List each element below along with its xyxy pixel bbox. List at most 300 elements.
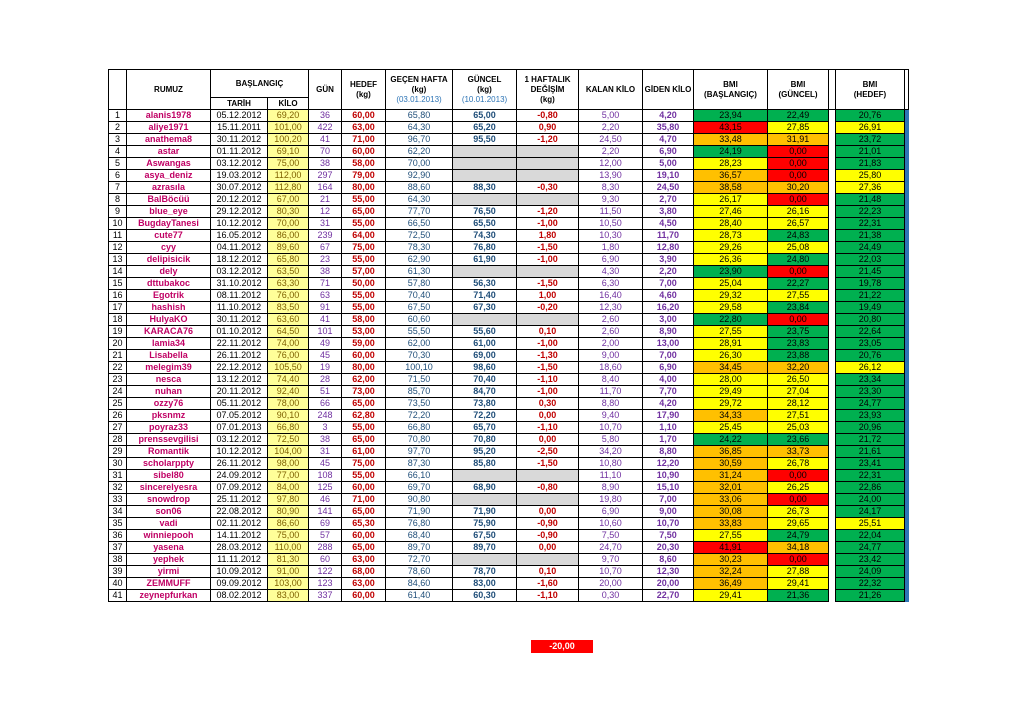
- weekly-change-cell: [517, 266, 579, 278]
- weekly-change-cell: [517, 470, 579, 482]
- bmi-start-cell: 31,24: [694, 470, 768, 482]
- current-weight-cell: 75,90: [453, 518, 517, 530]
- bmi-current-cell: 0,00: [768, 170, 829, 182]
- row-index: 37: [109, 542, 127, 554]
- bmi-current-cell: 27,51: [768, 410, 829, 422]
- bmi-target-cell: 20,76: [836, 110, 905, 122]
- gap-cell: [829, 434, 836, 446]
- row-index: 41: [109, 590, 127, 602]
- weekly-change-cell: -1,50: [517, 362, 579, 374]
- start-date-cell: 16.05.2012: [211, 230, 268, 242]
- current-weight-cell: 88,30: [453, 182, 517, 194]
- rumuz-cell: Aswangas: [127, 158, 211, 170]
- bmi-start-cell: 34,45: [694, 362, 768, 374]
- lost-weight-cell: 11,70: [643, 230, 694, 242]
- start-weight-cell: 91,00: [268, 566, 309, 578]
- header-degisim-title: 1 HAFTALIK DEĞİŞİM: [524, 74, 571, 94]
- days-cell: 12: [309, 206, 342, 218]
- header-guncel-date: (10.01.2013): [461, 94, 508, 104]
- table-row: [109, 386, 909, 398]
- gap-cell: [829, 314, 836, 326]
- bmi-target-cell: 21,45: [836, 266, 905, 278]
- remaining-weight-cell: 12,00: [579, 158, 643, 170]
- rumuz-cell: KARACA76: [127, 326, 211, 338]
- days-cell: 297: [309, 170, 342, 182]
- header-gecen-unit: (kg): [411, 84, 427, 94]
- blue-bar-cell: [905, 566, 909, 578]
- gap-cell: [829, 554, 836, 566]
- row-index: 19: [109, 326, 127, 338]
- start-weight-cell: 92,40: [268, 386, 309, 398]
- bmi-target-cell: 24,00: [836, 494, 905, 506]
- bmi-current-cell: 22,49: [768, 110, 829, 122]
- remaining-weight-cell: 5,00: [579, 110, 643, 122]
- header-bmi-hedef-title: BMI: [862, 79, 878, 89]
- lost-weight-cell: 12,80: [643, 242, 694, 254]
- row-index: 33: [109, 494, 127, 506]
- lost-weight-cell: 13,00: [643, 338, 694, 350]
- days-cell: 49: [309, 338, 342, 350]
- rumuz-cell: BalBöcüü: [127, 194, 211, 206]
- target-weight-cell: 57,00: [342, 266, 386, 278]
- days-cell: 67: [309, 242, 342, 254]
- rumuz-cell: delipisicik: [127, 254, 211, 266]
- bmi-start-cell: 27,55: [694, 326, 768, 338]
- last-week-cell: 97,70: [386, 446, 453, 458]
- days-cell: 422: [309, 122, 342, 134]
- bmi-start-cell: 29,58: [694, 302, 768, 314]
- bmi-target-cell: 24,09: [836, 566, 905, 578]
- last-week-cell: 71,50: [386, 374, 453, 386]
- days-cell: 3: [309, 422, 342, 434]
- row-index: 10: [109, 218, 127, 230]
- remaining-weight-cell: 8,30: [579, 182, 643, 194]
- gap-cell: [829, 218, 836, 230]
- gap-cell: [829, 386, 836, 398]
- target-weight-cell: 63,00: [342, 554, 386, 566]
- start-weight-cell: 63,50: [268, 266, 309, 278]
- bmi-target-cell: 26,91: [836, 122, 905, 134]
- bmi-target-cell: 23,93: [836, 410, 905, 422]
- start-weight-cell: 112,00: [268, 170, 309, 182]
- remaining-weight-cell: 8,90: [579, 482, 643, 494]
- rumuz-cell: BugdayTanesi: [127, 218, 211, 230]
- blue-bar-cell: [905, 110, 909, 122]
- header-index: [109, 70, 127, 110]
- target-weight-cell: 68,00: [342, 566, 386, 578]
- bmi-target-cell: 24,49: [836, 242, 905, 254]
- last-week-cell: 70,00: [386, 158, 453, 170]
- rumuz-cell: zeynepfurkan: [127, 590, 211, 602]
- start-weight-cell: 98,00: [268, 458, 309, 470]
- table-row: [109, 134, 909, 146]
- start-weight-cell: 103,00: [268, 578, 309, 590]
- bmi-target-cell: 22,23: [836, 206, 905, 218]
- current-weight-cell: 83,00: [453, 578, 517, 590]
- row-index: 18: [109, 314, 127, 326]
- lost-weight-cell: 4,60: [643, 290, 694, 302]
- table-row: [109, 470, 909, 482]
- remaining-weight-cell: 11,10: [579, 470, 643, 482]
- last-week-cell: 90,80: [386, 494, 453, 506]
- table-row: [109, 290, 909, 302]
- last-week-cell: 70,40: [386, 290, 453, 302]
- table-row: [109, 530, 909, 542]
- bmi-current-cell: 28,12: [768, 398, 829, 410]
- lost-weight-cell: 10,90: [643, 470, 694, 482]
- weekly-change-cell: -1,30: [517, 350, 579, 362]
- gap-cell: [829, 194, 836, 206]
- bmi-target-cell: 22,32: [836, 578, 905, 590]
- lost-weight-cell: 7,00: [643, 350, 694, 362]
- current-weight-cell: 95,20: [453, 446, 517, 458]
- remaining-weight-cell: 10,80: [579, 458, 643, 470]
- header-bmi-guncel: [768, 70, 829, 110]
- remaining-weight-cell: 10,70: [579, 422, 643, 434]
- table-row: [109, 494, 909, 506]
- weekly-change-cell: 0,90: [517, 122, 579, 134]
- weekly-change-cell: -1,20: [517, 206, 579, 218]
- target-weight-cell: 53,00: [342, 326, 386, 338]
- weekly-change-cell: -0,80: [517, 110, 579, 122]
- row-index: 15: [109, 278, 127, 290]
- table-row: [109, 590, 909, 602]
- table-row: [109, 362, 909, 374]
- weekly-change-cell: 1,00: [517, 290, 579, 302]
- header-guncel-unit: (kg): [477, 84, 492, 94]
- target-weight-cell: 79,00: [342, 170, 386, 182]
- row-index: 32: [109, 482, 127, 494]
- current-weight-cell: 56,30: [453, 278, 517, 290]
- current-weight-cell: 67,50: [453, 530, 517, 542]
- rumuz-cell: yephek: [127, 554, 211, 566]
- remaining-weight-cell: 0,30: [579, 590, 643, 602]
- bmi-target-cell: 22,31: [836, 218, 905, 230]
- gap-cell: [829, 278, 836, 290]
- bmi-current-cell: 23,84: [768, 302, 829, 314]
- row-index: 8: [109, 194, 127, 206]
- current-weight-cell: 61,90: [453, 254, 517, 266]
- bmi-current-cell: 23,88: [768, 350, 829, 362]
- lost-weight-cell: 15,10: [643, 482, 694, 494]
- weekly-change-cell: -1,00: [517, 386, 579, 398]
- weekly-change-cell: -0,30: [517, 182, 579, 194]
- current-weight-cell: [453, 494, 517, 506]
- bmi-start-cell: 28,23: [694, 158, 768, 170]
- current-weight-cell: [453, 170, 517, 182]
- bmi-start-cell: 23,90: [694, 266, 768, 278]
- start-date-cell: 30.07.2012: [211, 182, 268, 194]
- table-row: [109, 350, 909, 362]
- target-weight-cell: 65,00: [342, 206, 386, 218]
- bmi-start-cell: 32,01: [694, 482, 768, 494]
- blue-bar-cell: [905, 254, 909, 266]
- remaining-weight-cell: 2,60: [579, 314, 643, 326]
- blue-bar-cell: [905, 350, 909, 362]
- lost-weight-cell: 4,50: [643, 218, 694, 230]
- target-weight-cell: 73,00: [342, 386, 386, 398]
- bmi-start-cell: 33,83: [694, 518, 768, 530]
- current-weight-cell: 70,40: [453, 374, 517, 386]
- weekly-change-cell: -1,10: [517, 374, 579, 386]
- blue-bar-cell: [905, 446, 909, 458]
- lost-weight-cell: 9,00: [643, 506, 694, 518]
- bmi-current-cell: 26,25: [768, 482, 829, 494]
- start-weight-cell: 83,50: [268, 302, 309, 314]
- gap-cell: [829, 518, 836, 530]
- last-week-cell: 57,80: [386, 278, 453, 290]
- bmi-start-cell: 25,04: [694, 278, 768, 290]
- weekly-change-cell: -1,00: [517, 254, 579, 266]
- rumuz-cell: dely: [127, 266, 211, 278]
- bmi-start-cell: 30,23: [694, 554, 768, 566]
- blue-bar-cell: [905, 494, 909, 506]
- days-cell: 125: [309, 482, 342, 494]
- weekly-change-cell: -1,50: [517, 242, 579, 254]
- header-degisim: [517, 70, 579, 110]
- lost-weight-cell: 35,80: [643, 122, 694, 134]
- rumuz-cell: hashish: [127, 302, 211, 314]
- bmi-current-cell: 0,00: [768, 314, 829, 326]
- bmi-start-cell: 26,36: [694, 254, 768, 266]
- remaining-weight-cell: 9,30: [579, 194, 643, 206]
- start-date-cell: 03.12.2012: [211, 158, 268, 170]
- row-index: 17: [109, 302, 127, 314]
- days-cell: 337: [309, 590, 342, 602]
- bmi-start-cell: 22,80: [694, 314, 768, 326]
- header-gecen-date: (03.01.2013): [396, 94, 442, 104]
- lost-weight-cell: 6,90: [643, 146, 694, 158]
- bmi-current-cell: 21,36: [768, 590, 829, 602]
- days-cell: 28: [309, 374, 342, 386]
- remaining-weight-cell: 6,30: [579, 278, 643, 290]
- target-weight-cell: 55,00: [342, 470, 386, 482]
- rumuz-cell: alanis1978: [127, 110, 211, 122]
- bmi-current-cell: 30,20: [768, 182, 829, 194]
- bmi-start-cell: 41,91: [694, 542, 768, 554]
- rumuz-cell: winniepooh: [127, 530, 211, 542]
- start-date-cell: 30.11.2012: [211, 134, 268, 146]
- blue-bar-cell: [905, 482, 909, 494]
- remaining-weight-cell: 16,40: [579, 290, 643, 302]
- last-week-cell: 70,80: [386, 434, 453, 446]
- days-cell: 46: [309, 494, 342, 506]
- start-date-cell: 01.11.2012: [211, 146, 268, 158]
- start-date-cell: 10.12.2012: [211, 446, 268, 458]
- days-cell: 248: [309, 410, 342, 422]
- bmi-start-cell: 34,33: [694, 410, 768, 422]
- bmi-target-cell: 20,76: [836, 350, 905, 362]
- bmi-current-cell: 25,08: [768, 242, 829, 254]
- rumuz-cell: azrasıla: [127, 182, 211, 194]
- bmi-current-cell: 22,27: [768, 278, 829, 290]
- remaining-weight-cell: 10,50: [579, 218, 643, 230]
- bmi-start-cell: 28,91: [694, 338, 768, 350]
- table-row: [109, 314, 909, 326]
- start-date-cell: 30.11.2012: [211, 314, 268, 326]
- blue-bar-cell: [905, 470, 909, 482]
- row-index: 21: [109, 350, 127, 362]
- target-weight-cell: 63,00: [342, 578, 386, 590]
- start-weight-cell: 90,10: [268, 410, 309, 422]
- blue-bar-cell: [905, 206, 909, 218]
- header-bmi-baslangic-sub: (BAŞLANGIÇ): [704, 89, 757, 99]
- days-cell: 38: [309, 266, 342, 278]
- start-date-cell: 01.10.2012: [211, 326, 268, 338]
- start-date-cell: 03.12.2012: [211, 266, 268, 278]
- gap-cell: [829, 398, 836, 410]
- start-date-cell: 19.03.2012: [211, 170, 268, 182]
- weekly-change-cell: 1,80: [517, 230, 579, 242]
- rumuz-cell: nuhan: [127, 386, 211, 398]
- start-date-cell: 26.11.2012: [211, 350, 268, 362]
- current-weight-cell: 71,90: [453, 506, 517, 518]
- header-guncel-title: GÜNCEL: [467, 74, 502, 84]
- bmi-start-cell: 24,22: [694, 434, 768, 446]
- blue-bar-cell: [905, 518, 909, 530]
- blue-bar-cell: [905, 542, 909, 554]
- blue-bar-cell: [905, 338, 909, 350]
- weight-tracking-sheet: [108, 69, 909, 602]
- table-row: [109, 158, 909, 170]
- start-weight-cell: 66,80: [268, 422, 309, 434]
- gap-cell: [829, 326, 836, 338]
- row-index: 39: [109, 566, 127, 578]
- header-gecen-title: GEÇEN HAFTA: [390, 74, 448, 84]
- bmi-current-cell: 0,00: [768, 146, 829, 158]
- bmi-start-cell: 28,00: [694, 374, 768, 386]
- last-week-cell: 89,70: [386, 542, 453, 554]
- header-tarih: TARİH: [211, 98, 268, 110]
- row-index: 30: [109, 458, 127, 470]
- bmi-current-cell: 24,80: [768, 254, 829, 266]
- weekly-change-cell: -1,10: [517, 422, 579, 434]
- row-index: 26: [109, 410, 127, 422]
- gap-cell: [829, 470, 836, 482]
- remaining-weight-cell: 9,40: [579, 410, 643, 422]
- target-weight-cell: 58,00: [342, 314, 386, 326]
- table-row: [109, 266, 909, 278]
- bmi-target-cell: 19,78: [836, 278, 905, 290]
- weekly-change-cell: [517, 158, 579, 170]
- lost-weight-cell: 8,80: [643, 446, 694, 458]
- bmi-start-cell: 36,57: [694, 170, 768, 182]
- weekly-change-cell: -1,00: [517, 338, 579, 350]
- remaining-weight-cell: 6,90: [579, 254, 643, 266]
- bmi-target-cell: 23,72: [836, 134, 905, 146]
- days-cell: 71: [309, 278, 342, 290]
- last-week-cell: 71,90: [386, 506, 453, 518]
- gap-cell: [829, 146, 836, 158]
- lost-weight-cell: 7,00: [643, 494, 694, 506]
- start-weight-cell: 86,00: [268, 230, 309, 242]
- bmi-current-cell: 32,20: [768, 362, 829, 374]
- weekly-change-cell: 0,00: [517, 434, 579, 446]
- weekly-change-cell: [517, 146, 579, 158]
- lost-weight-cell: 1,70: [643, 434, 694, 446]
- row-index: 13: [109, 254, 127, 266]
- target-weight-cell: 50,00: [342, 278, 386, 290]
- target-weight-cell: 55,00: [342, 302, 386, 314]
- current-weight-cell: 71,40: [453, 290, 517, 302]
- gap-cell: [829, 446, 836, 458]
- bmi-current-cell: 27,88: [768, 566, 829, 578]
- header-rumuz: RUMUZ: [127, 70, 211, 110]
- row-index: 28: [109, 434, 127, 446]
- bmi-start-cell: 38,58: [694, 182, 768, 194]
- current-weight-cell: [453, 146, 517, 158]
- table-row: [109, 578, 909, 590]
- lost-weight-cell: 12,20: [643, 458, 694, 470]
- last-week-cell: 62,20: [386, 146, 453, 158]
- current-weight-cell: 76,80: [453, 242, 517, 254]
- bmi-start-cell: 26,30: [694, 350, 768, 362]
- remaining-weight-cell: 11,50: [579, 206, 643, 218]
- rumuz-cell: prenssevgilisi: [127, 434, 211, 446]
- days-cell: 69: [309, 518, 342, 530]
- bmi-start-cell: 26,17: [694, 194, 768, 206]
- header-giden: GİDEN KİLO: [643, 70, 694, 110]
- bmi-start-cell: 29,72: [694, 398, 768, 410]
- gap-cell: [829, 134, 836, 146]
- gap-cell: [829, 266, 836, 278]
- gap-cell: [829, 506, 836, 518]
- bmi-start-cell: 32,24: [694, 566, 768, 578]
- bmi-start-cell: 30,59: [694, 458, 768, 470]
- current-weight-cell: 95,50: [453, 134, 517, 146]
- gap-cell: [829, 290, 836, 302]
- header-baslangic: BAŞLANGIÇ: [211, 70, 309, 98]
- row-index: 16: [109, 290, 127, 302]
- last-week-cell: 78,30: [386, 242, 453, 254]
- bmi-target-cell: 21,22: [836, 290, 905, 302]
- days-cell: 66: [309, 398, 342, 410]
- start-date-cell: 14.11.2012: [211, 530, 268, 542]
- last-week-cell: 62,90: [386, 254, 453, 266]
- weekly-change-cell: -0,90: [517, 530, 579, 542]
- start-date-cell: 25.11.2012: [211, 494, 268, 506]
- days-cell: 19: [309, 362, 342, 374]
- last-week-cell: 78,60: [386, 566, 453, 578]
- row-index: 38: [109, 554, 127, 566]
- current-weight-cell: 65,00: [453, 110, 517, 122]
- bmi-target-cell: 21,61: [836, 446, 905, 458]
- bmi-start-cell: 29,32: [694, 290, 768, 302]
- weekly-change-cell: -1,50: [517, 278, 579, 290]
- bmi-current-cell: 0,00: [768, 470, 829, 482]
- days-cell: 123: [309, 578, 342, 590]
- bmi-current-cell: 27,85: [768, 122, 829, 134]
- rumuz-cell: Lisabella: [127, 350, 211, 362]
- bmi-current-cell: 27,55: [768, 290, 829, 302]
- current-weight-cell: 74,30: [453, 230, 517, 242]
- current-weight-cell: 89,70: [453, 542, 517, 554]
- gap-cell: [829, 242, 836, 254]
- bmi-start-cell: 43,15: [694, 122, 768, 134]
- start-date-cell: 04.11.2012: [211, 242, 268, 254]
- total-change-cell: -20,00: [531, 640, 593, 653]
- current-weight-cell: 67,30: [453, 302, 517, 314]
- start-date-cell: 22.12.2012: [211, 362, 268, 374]
- rumuz-cell: cyy: [127, 242, 211, 254]
- bmi-start-cell: 27,46: [694, 206, 768, 218]
- start-weight-cell: 80,30: [268, 206, 309, 218]
- last-week-cell: 62,00: [386, 338, 453, 350]
- bmi-target-cell: 24,77: [836, 398, 905, 410]
- weekly-change-cell: 0,30: [517, 398, 579, 410]
- remaining-weight-cell: 19,80: [579, 494, 643, 506]
- weekly-change-cell: -2,50: [517, 446, 579, 458]
